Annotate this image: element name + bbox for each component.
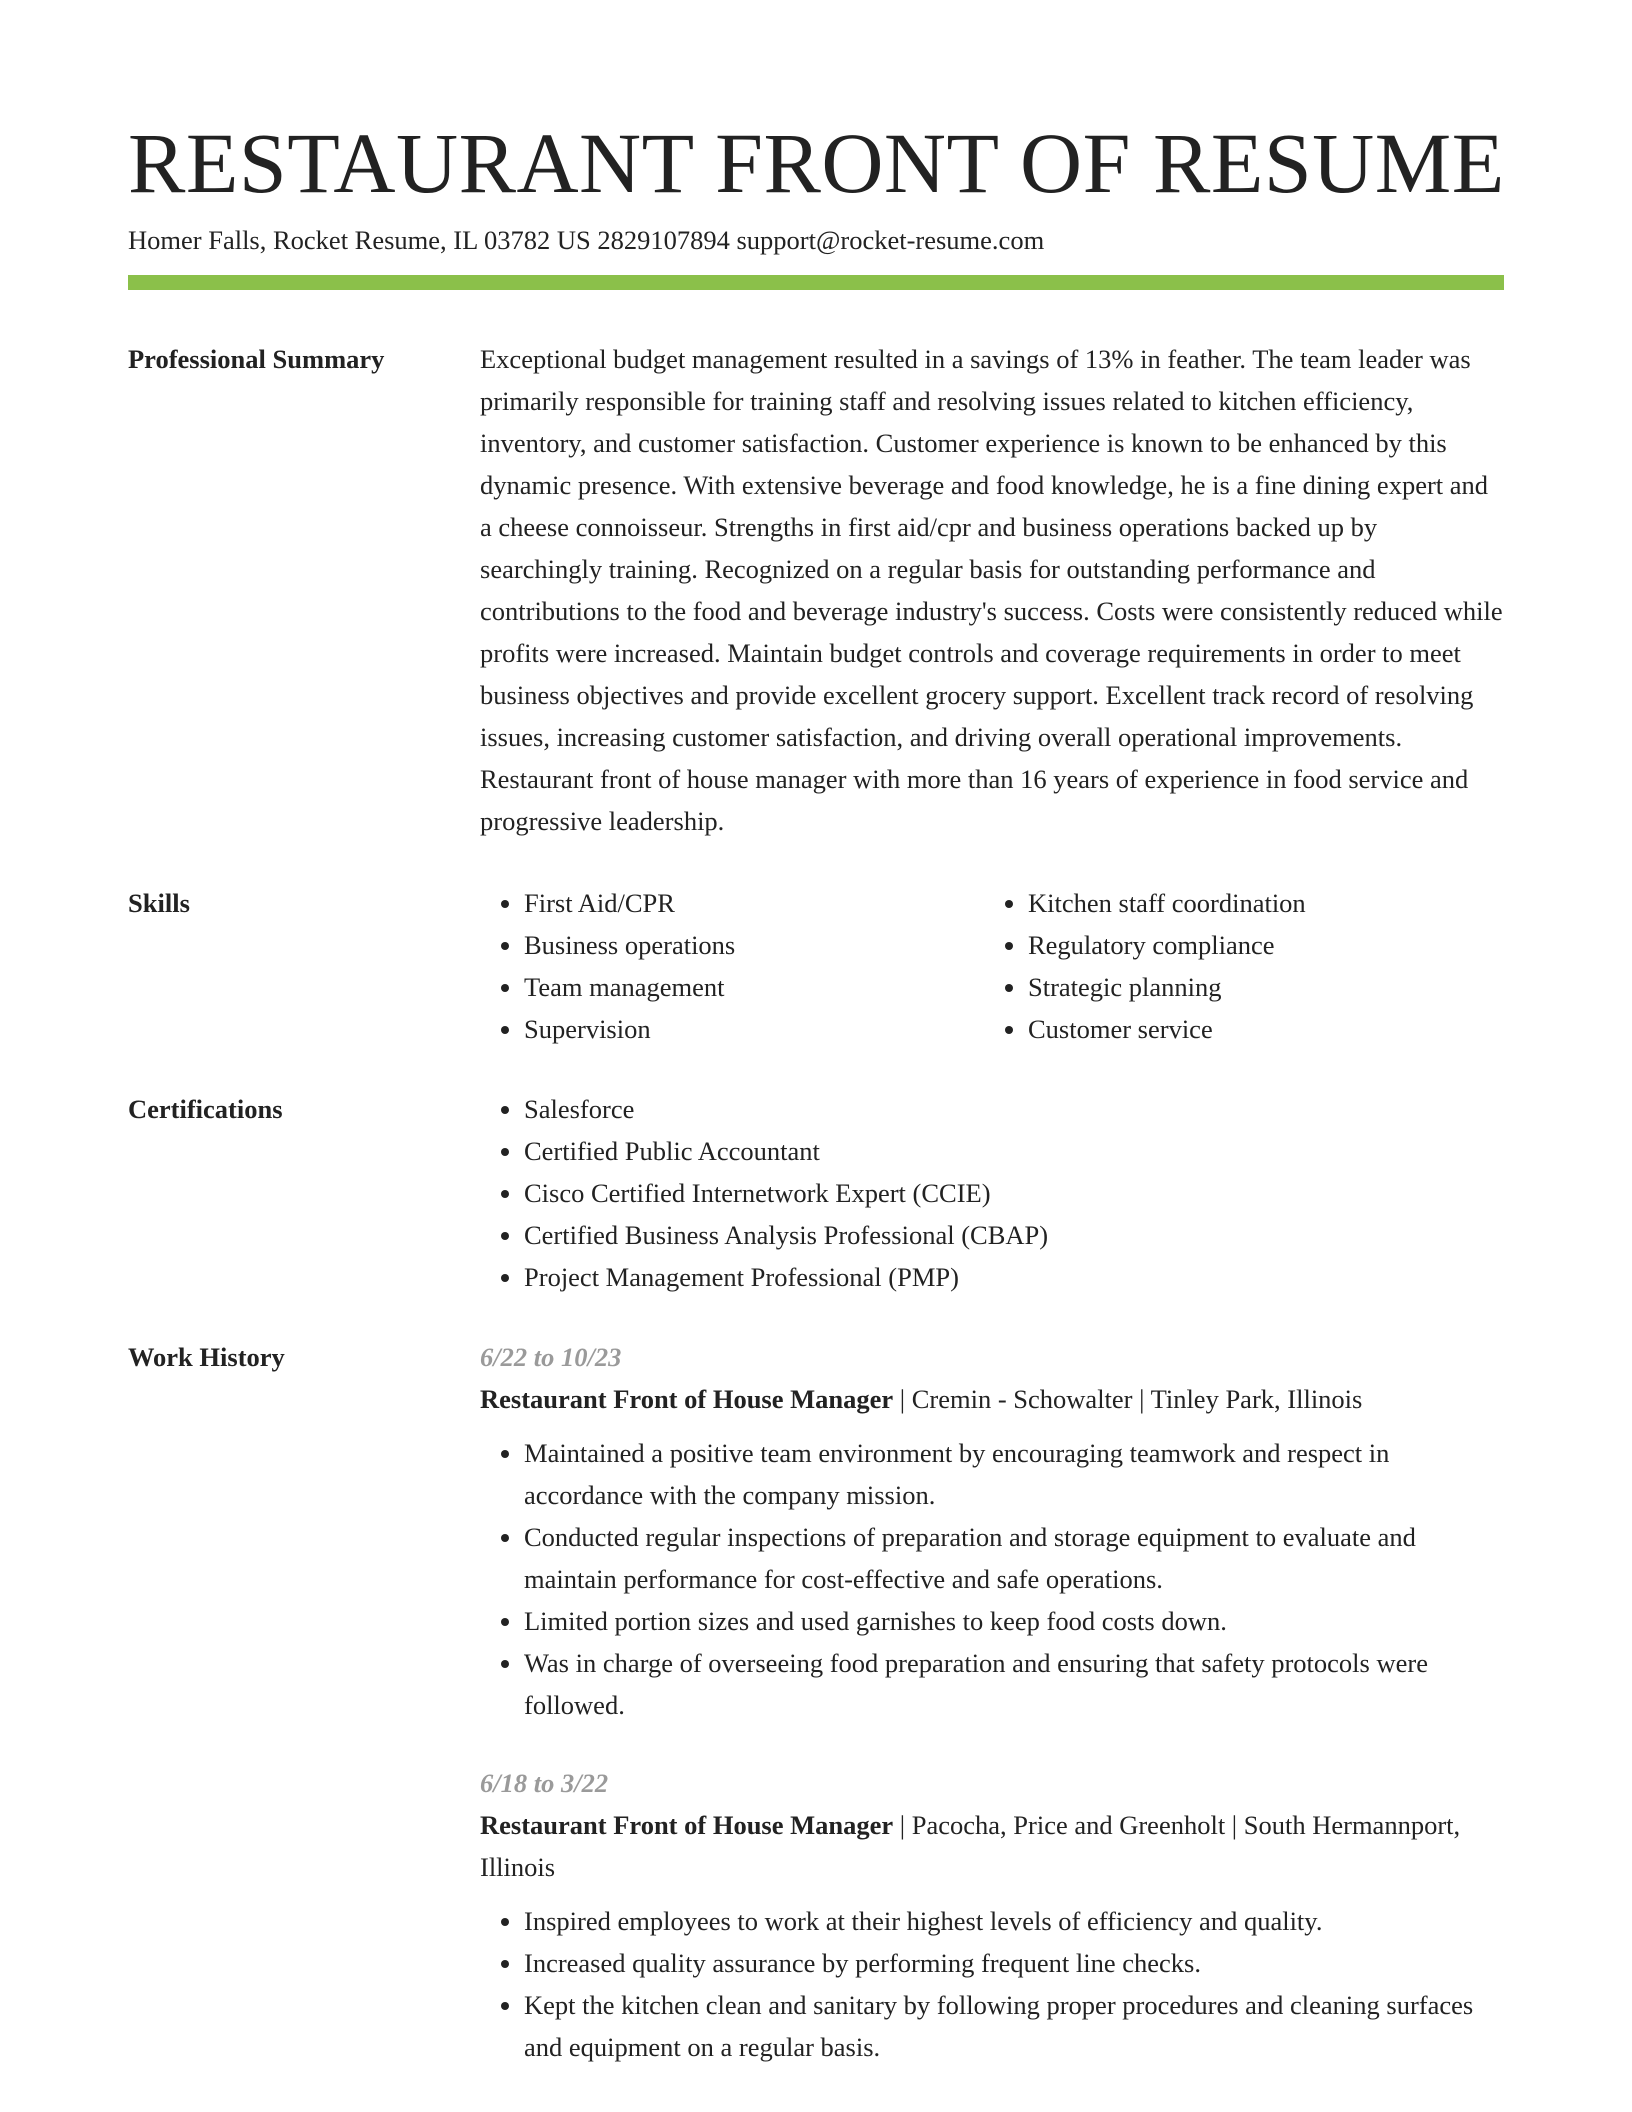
skills-list-left: [480, 882, 984, 1050]
job-bullet: • Maintained a positive team environment by encouraging teamwork and respect in accordance with the company mission.: [524, 1432, 1504, 1516]
work-history-body: [480, 1336, 1504, 2068]
certifications-body: [480, 1088, 1504, 1298]
summary-text: Exceptional budget management resulted in a savings of 13% in feather. The team leader was primarily responsible for training staff and resolving issues related to kitchen efficiency, inventory, and customer satisfaction. Customer experience is known to be enhanced by this dynamic presence. With extensive beverage and food knowledge, he is a fine dining expert and a cheese connoisseur. Strengths in first aid/cpr and business operations backed up by searchingly training. Recognized on a regular basis for outstanding performance and contributions to the food and beverage industry's success. Costs were consistently reduced while profits were increased. Maintain budget controls and coverage requirements in order to meet business objectives and provide excellent grocery support. Excellent track record of resolving issues, increasing customer satisfaction, and driving overall operational improvements. Restaurant front of house manager with more than 16 years of experience in food service and progressive leadership.: [480, 344, 1503, 837]
certifications-section: [128, 1088, 1504, 1298]
job-bullet: • Conducted regular inspections of preparation and storage equipment to evaluate and maintain performance for cost-effective and safe operations.: [524, 1516, 1504, 1600]
section-label-work-history: Work History: [128, 1342, 285, 1373]
job-bullet: • Was in charge of overseeing food preparation and ensuring that safety protocols were followed.: [524, 1642, 1504, 1726]
skill-item: • First Aid/CPR: [524, 882, 984, 924]
job-bullet: • Kept the kitchen clean and sanitary by following proper procedures and cleaning surfaces and equipment on a regular basis.: [524, 1984, 1504, 2068]
contact-line: Homer Falls, Rocket Resume, IL 03782 US 2829107894 support@rocket-resume.com: [128, 225, 1045, 256]
section-label-skills: Skills: [128, 888, 190, 919]
certification-item: • Certified Business Analysis Professional (CBAP): [524, 1214, 1504, 1256]
certification-item: • Project Management Professional (PMP): [524, 1256, 1504, 1298]
job-employer-location: | Cremin - Schowalter | Tinley Park, Illinois: [893, 1384, 1363, 1415]
job-title: Restaurant Front of House Manager: [480, 1810, 894, 1841]
resume-title: RESTAURANT FRONT OF RESUME: [128, 115, 1505, 211]
professional-summary-section: [128, 338, 1504, 842]
job-heading: [480, 1378, 1504, 1420]
job-entry: [480, 1762, 1504, 2068]
job-dates: 6/18 to 3/22: [480, 1768, 609, 1799]
skills-list-right: [984, 882, 1488, 1050]
skill-item: • Kitchen staff coordination: [1028, 882, 1488, 924]
job-heading: [480, 1804, 1504, 1888]
certifications-list: [480, 1088, 1504, 1298]
skill-item: • Team management: [524, 966, 984, 1008]
accent-divider: [128, 275, 1504, 290]
skills-column-left: [480, 882, 984, 1050]
summary-body: [480, 338, 1504, 842]
job-entry: [480, 1336, 1504, 1726]
job-employer-location: | Pacocha, Price and Greenholt | South Hermannport, Illinois: [480, 1810, 1461, 1883]
job-bullet: • Inspired employees to work at their highest levels of efficiency and quality.: [524, 1900, 1504, 1942]
skill-item: • Customer service: [1028, 1008, 1488, 1050]
section-label-summary: Professional Summary: [128, 344, 385, 375]
skill-item: • Business operations: [524, 924, 984, 966]
skills-section: [128, 882, 1504, 1050]
job-bullet: • Limited portion sizes and used garnishes to keep food costs down.: [524, 1600, 1504, 1642]
skill-item: • Supervision: [524, 1008, 984, 1050]
job-bullet-list: [480, 1900, 1504, 2068]
job-dates: 6/22 to 10/23: [480, 1342, 622, 1373]
job-title: Restaurant Front of House Manager: [480, 1384, 894, 1415]
job-bullet: • Increased quality assurance by performing frequent line checks.: [524, 1942, 1504, 1984]
skills-grid: [480, 882, 1504, 1050]
work-history-section: [128, 1336, 1504, 2068]
resume-page: [128, 0, 1504, 2068]
job-bullet-list: [480, 1432, 1504, 1726]
certification-item: • Cisco Certified Internetwork Expert (CCIE): [524, 1172, 1504, 1214]
skill-item: • Regulatory compliance: [1028, 924, 1488, 966]
skill-item: • Strategic planning: [1028, 966, 1488, 1008]
skills-column-right: [984, 882, 1488, 1050]
certification-item: • Certified Public Accountant: [524, 1130, 1504, 1172]
certification-item: • Salesforce: [524, 1088, 1504, 1130]
section-label-certifications: Certifications: [128, 1094, 283, 1125]
